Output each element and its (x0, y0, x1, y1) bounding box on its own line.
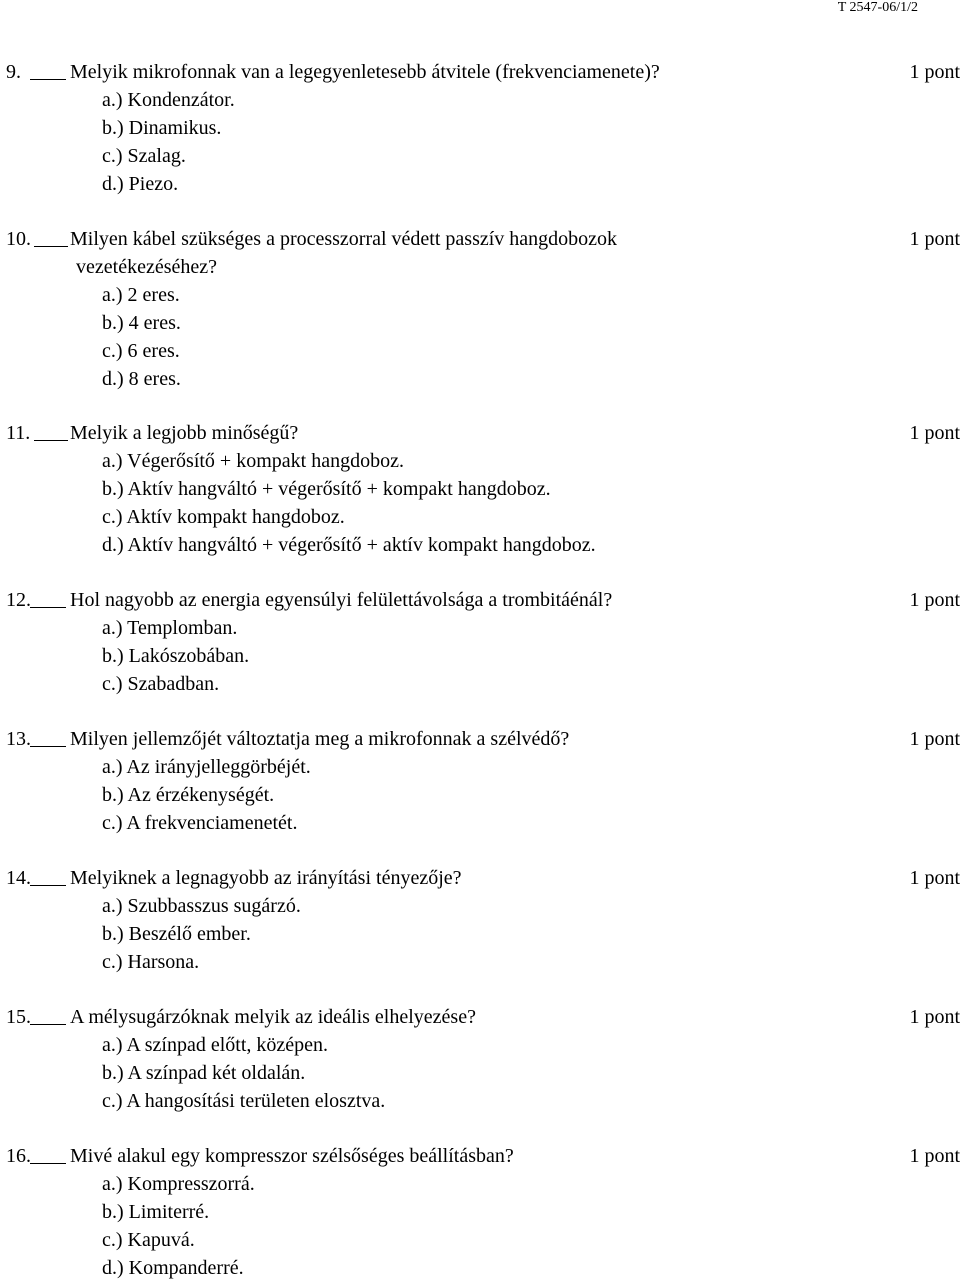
question-points: 1 pont (909, 728, 960, 750)
question-points: 1 pont (909, 228, 960, 250)
option-a: a.) 2 eres. (102, 284, 180, 306)
answer-blank[interactable] (30, 607, 66, 608)
question-text: Hol nagyobb az energia egyensúlyi felülettávolsága a trombitáénál? (70, 589, 613, 611)
option-c: c.) Kapuvá. (102, 1229, 195, 1251)
question-text: Melyik a legjobb minőségű? (70, 422, 299, 444)
question-number: 10. (6, 228, 31, 250)
option-b: b.) Lakószobában. (102, 645, 250, 667)
option-d: d.) Piezo. (102, 173, 179, 195)
question-text: Milyen kábel szükséges a processzorral védett passzív hangdobozok (70, 228, 618, 250)
question-number: 12. (6, 589, 31, 611)
question-number: 16. (6, 1145, 31, 1167)
question-points: 1 pont (909, 589, 960, 611)
answer-blank[interactable] (30, 1163, 66, 1164)
question-14 (0, 864, 960, 976)
option-a: a.) Kondenzátor. (102, 89, 235, 111)
answer-blank[interactable] (34, 246, 68, 247)
option-b: b.) 4 eres. (102, 312, 181, 334)
option-c: c.) A hangosítási területen elosztva. (102, 1090, 386, 1112)
question-10 (0, 225, 960, 393)
option-d: d.) Kompanderré. (102, 1257, 244, 1279)
option-d: d.) Aktív hangváltó + végerősítő + aktív kompakt hangdoboz. (102, 534, 596, 556)
answer-blank[interactable] (30, 746, 66, 747)
question-points: 1 pont (909, 61, 960, 83)
question-number: 13. (6, 728, 31, 750)
options-list (102, 447, 960, 559)
question-number: 11. (6, 422, 31, 444)
question-13 (0, 725, 960, 837)
question-points: 1 pont (909, 422, 960, 444)
question-points: 1 pont (909, 1145, 960, 1167)
option-c: c.) A frekvenciamenetét. (102, 812, 298, 834)
option-a: a.) Végerősítő + kompakt hangdoboz. (102, 450, 404, 472)
options-list (102, 281, 960, 393)
question-11 (0, 419, 960, 559)
option-b: b.) A színpad két oldalán. (102, 1062, 306, 1084)
question-points: 1 pont (909, 1006, 960, 1028)
option-c: c.) Szabadban. (102, 673, 220, 695)
question-16 (0, 1142, 960, 1282)
option-b: b.) Az érzékenységét. (102, 784, 275, 806)
option-b: b.) Beszélő ember. (102, 923, 251, 945)
option-a: a.) Kompresszorrá. (102, 1173, 255, 1195)
options-list (102, 1031, 960, 1115)
question-text: A mélysugárzóknak melyik az ideális elhelyezése? (70, 1006, 476, 1028)
options-list (102, 892, 960, 976)
options-list (102, 753, 960, 837)
question-text: Melyik mikrofonnak van a legegyenletesebb átvitele (frekvenciamenete)? (70, 61, 660, 83)
option-c: c.) Aktív kompakt hangdoboz. (102, 506, 345, 528)
options-list (102, 86, 960, 198)
option-a: a.) A színpad előtt, középen. (102, 1034, 329, 1056)
option-c: c.) Harsona. (102, 951, 200, 973)
question-text-continued: vezetékezéséhez? (76, 256, 217, 278)
question-text: Milyen jellemzőjét változtatja meg a mikrofonnak a szélvédő? (70, 728, 570, 750)
answer-blank[interactable] (30, 885, 66, 886)
option-d: d.) 8 eres. (102, 368, 181, 390)
option-a: a.) Szubbasszus sugárzó. (102, 895, 301, 917)
question-12 (0, 586, 960, 698)
question-points: 1 pont (909, 867, 960, 889)
question-9 (0, 58, 960, 198)
options-list (102, 1170, 960, 1282)
question-number: 14. (6, 867, 31, 889)
question-number: 9. (6, 61, 21, 83)
option-b: b.) Dinamikus. (102, 117, 222, 139)
question-text: Melyiknek a legnagyobb az irányítási tényezője? (70, 867, 462, 889)
question-text: Mivé alakul egy kompresszor szélsőséges beállításban? (70, 1145, 514, 1167)
option-c: c.) 6 eres. (102, 340, 180, 362)
answer-blank[interactable] (34, 440, 68, 441)
question-15 (0, 1003, 960, 1115)
option-a: a.) Templomban. (102, 617, 238, 639)
option-b: b.) Aktív hangváltó + végerősítő + kompakt hangdoboz. (102, 478, 551, 500)
answer-blank[interactable] (30, 1024, 66, 1025)
document-code: T 2547-06/1/2 (837, 0, 918, 15)
options-list (102, 614, 960, 698)
option-b: b.) Limiterré. (102, 1201, 210, 1223)
question-number: 15. (6, 1006, 31, 1028)
option-a: a.) Az irányjelleggörbéjét. (102, 756, 311, 778)
answer-blank[interactable] (30, 79, 66, 80)
option-c: c.) Szalag. (102, 145, 186, 167)
